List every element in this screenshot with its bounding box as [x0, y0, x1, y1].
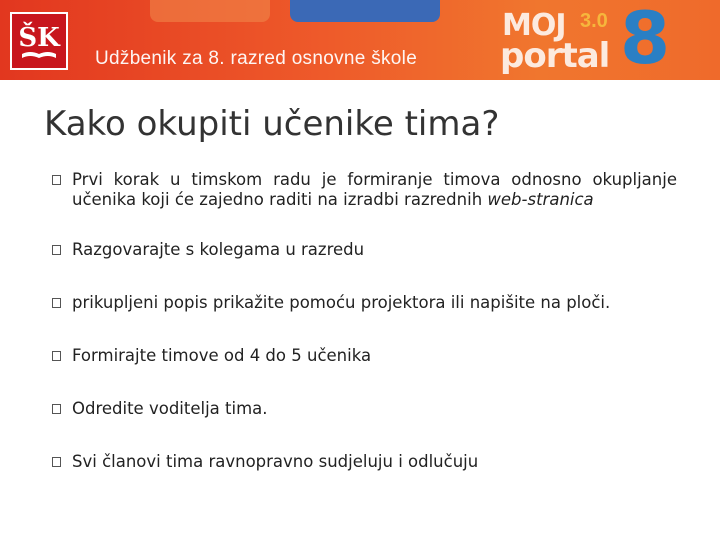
- decorative-tab: [150, 0, 270, 22]
- brand-version: 3.0: [580, 10, 608, 32]
- book-logo-icon: [14, 16, 64, 66]
- brand-grade: 8: [620, 0, 671, 80]
- svg-text:ŠK: ŠK: [18, 23, 60, 53]
- bullet-square-icon: [52, 404, 61, 414]
- moj-portal-logo: [500, 0, 715, 80]
- bullet-text: Formirajte timove od 4 do 5 učenika: [72, 346, 372, 365]
- bullet-text: Prvi korak u timskom radu je formiranje timova odnosno okupljanje učenika koji će zajedno raditi na izradbi razrednih: [72, 170, 677, 209]
- publisher-logo: [10, 12, 68, 70]
- bullet-item: [52, 452, 677, 472]
- bullet-item: [52, 170, 677, 210]
- brand-portal: portal: [500, 36, 610, 76]
- bullet-text: Odredite voditelja tima.: [72, 399, 268, 418]
- bullet-square-icon: [52, 175, 61, 185]
- header-banner: [0, 0, 720, 80]
- textbook-subtitle: Udžbenik za 8. razred osnovne škole: [95, 48, 418, 69]
- slide-title: Kako okupiti učenike tima?: [44, 104, 500, 144]
- bullet-emphasis: web-stranica: [487, 190, 594, 209]
- bullet-item: [52, 240, 677, 260]
- bullet-text: Svi članovi tima ravnopravno sudjeluju i odlučuju: [72, 452, 479, 471]
- brand-moj: MOJ: [502, 8, 566, 43]
- bullet-list: [52, 170, 677, 472]
- bullet-square-icon: [52, 457, 61, 467]
- decorative-tab: [290, 0, 440, 22]
- bullet-item: [52, 293, 677, 313]
- bullet-item: [52, 346, 677, 366]
- bullet-item: [52, 399, 677, 419]
- bullet-square-icon: [52, 245, 61, 255]
- bullet-text: prikupljeni popis prikažite pomoću projektora ili napišite na ploči.: [72, 293, 611, 312]
- bullet-text: Razgovarajte s kolegama u razredu: [72, 240, 365, 259]
- bullet-square-icon: [52, 351, 61, 361]
- bullet-square-icon: [52, 298, 61, 308]
